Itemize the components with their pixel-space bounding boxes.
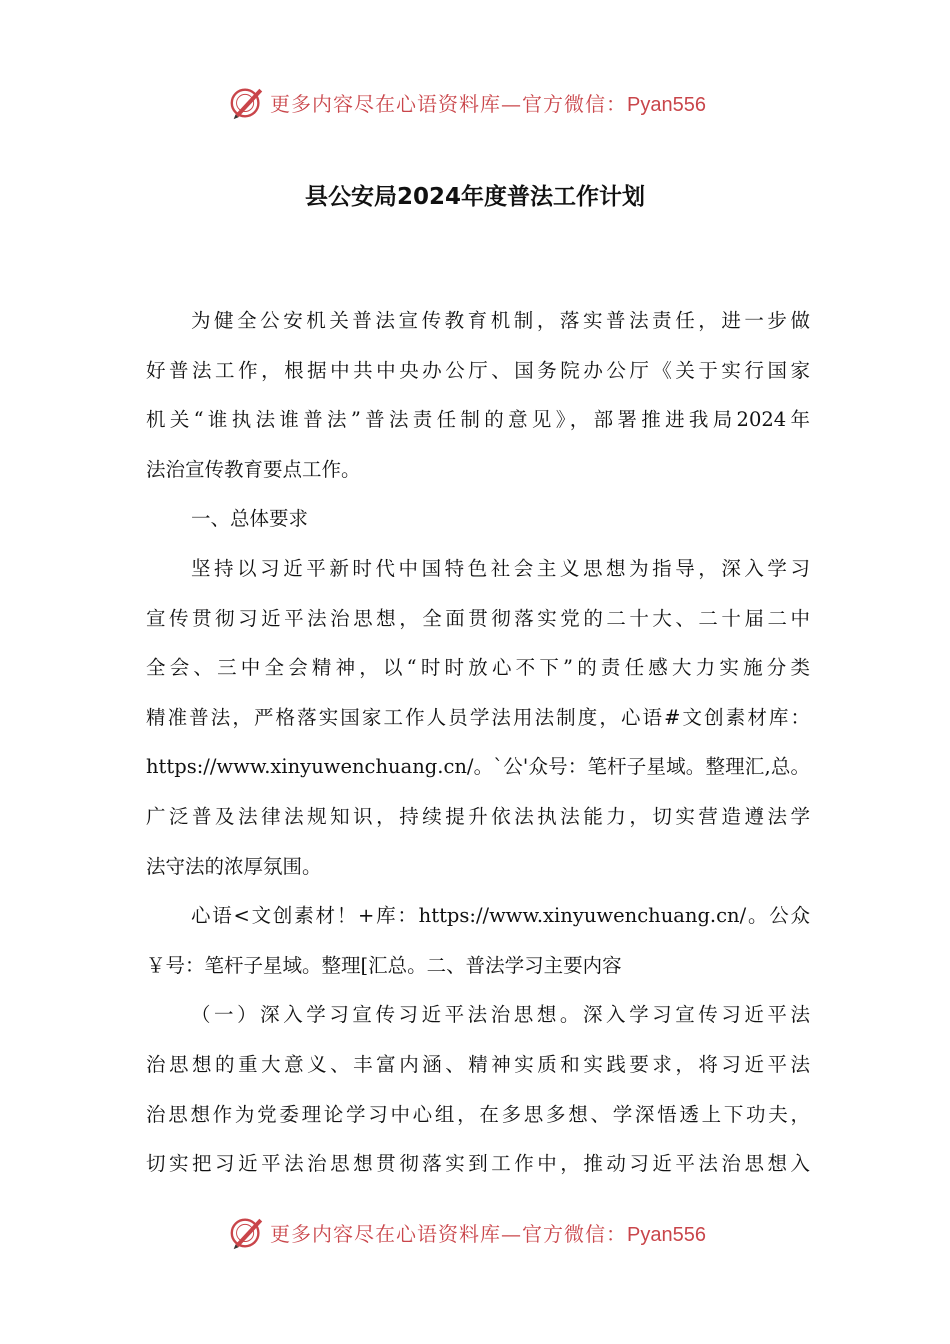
paragraph-line: 精准普法，严格落实国家工作人员学法用法制度，心语#文创素材库： — [146, 705, 810, 729]
paragraph-line: 好普法工作，根据中共中央办公厅、国务院办公厅《关于实行国家 — [146, 358, 810, 382]
watermark-text: 更多内容尽在心语资料库—官方微信：Pyan556 — [270, 91, 706, 116]
paragraph-line: 切实把习近平法治思想贯彻落实到工作中，推动习近平法治思想入 — [146, 1152, 810, 1176]
paragraph-line: 治思想作为党委理论学习中心组，在多思多想、学深悟透上下功夫， — [146, 1102, 810, 1126]
section-heading: 一、总体要求 — [191, 507, 309, 531]
document-body — [146, 296, 810, 1189]
paragraph-line: https://www.xinyuwenchuang.cn/。`公'众号：笔杆子星域。整理汇,总。 — [146, 755, 810, 779]
paragraph-line: 机关“谁执法谁普法”普法责任制的意见》，部署推进我局2024年 — [146, 408, 810, 432]
watermark-banner-bottom — [228, 1212, 706, 1252]
paragraph-line: 心语<文创素材！+库：https://www.xinyuwenchuang.cn/。公众 — [191, 904, 810, 928]
paragraph-line: 全会、三中全会精神，以“时时放心不下”的责任感大力实施分类 — [146, 656, 810, 680]
pen-logo-icon — [228, 1213, 266, 1251]
paragraph-line: 治思想的重大意义、丰富内涵、精神实质和实践要求，将习近平法 — [146, 1052, 810, 1076]
watermark-banner-top — [228, 82, 706, 122]
paragraph-line: 为健全公安机关普法宣传教育机制，落实普法责任，进一步做 — [191, 309, 810, 332]
paragraph-line: 法治宣传教育要点工作。 — [146, 457, 361, 481]
paragraph-line: 坚持以习近平新时代中国特色社会主义思想为指导，深入学习 — [191, 556, 810, 580]
pen-logo-icon — [228, 83, 266, 121]
document-title: 县公安局2024年度普法工作计划 — [304, 184, 645, 210]
paragraph-line: 宣传贯彻习近平法治思想，全面贯彻落实党的二十大、二十届二中 — [146, 606, 810, 630]
paragraph-line: ￥号：笔杆子星域。整理[汇总。二、普法学习主要内容 — [146, 953, 622, 977]
paragraph-line: （一）深入学习宣传习近平法治思想。深入学习宣传习近平法 — [191, 1003, 810, 1027]
paragraph-line: 法守法的浓厚氛围。 — [146, 854, 322, 878]
watermark-text: 更多内容尽在心语资料库—官方微信：Pyan556 — [270, 1221, 706, 1246]
paragraph-line: 广泛普及法律法规知识，持续提升依法执法能力，切实营造遵法学 — [146, 804, 810, 828]
